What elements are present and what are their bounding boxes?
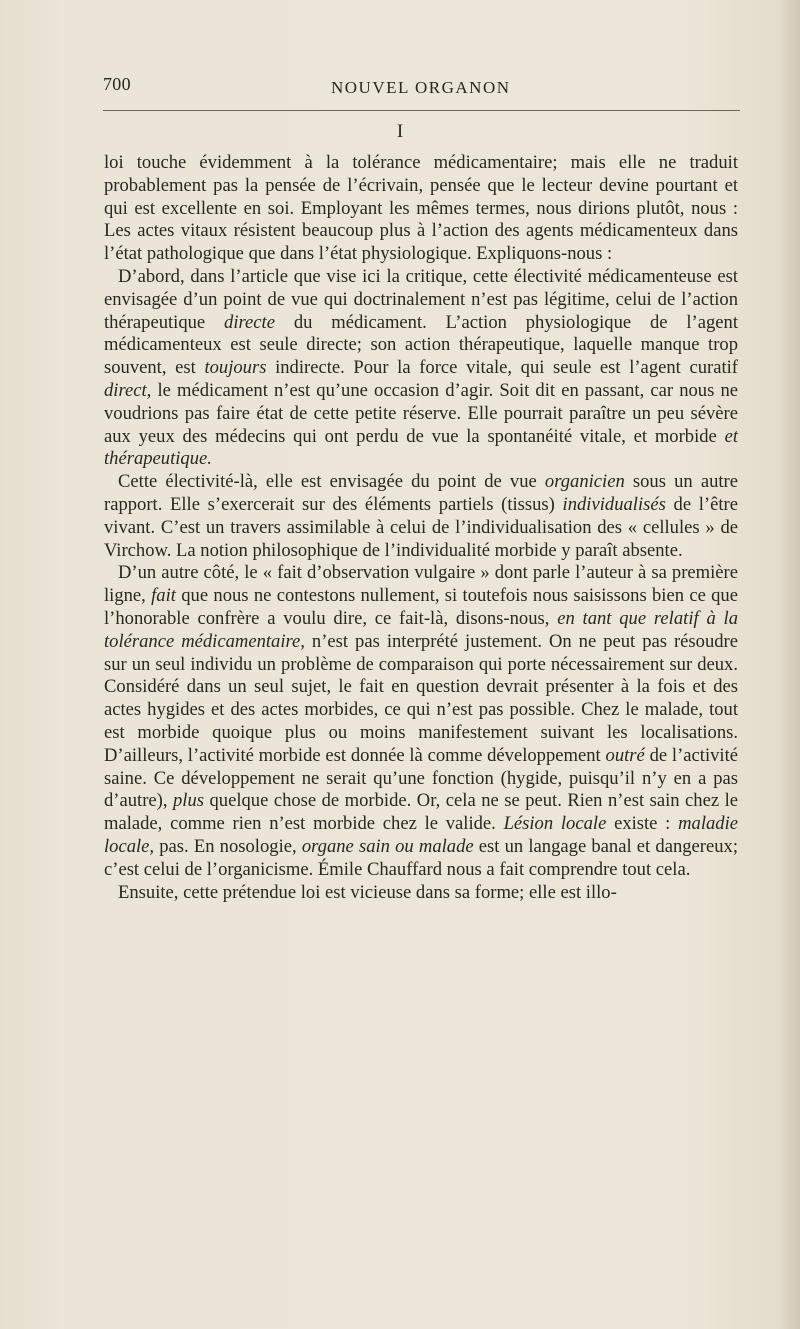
paragraph [104, 471, 738, 562]
body-text [104, 152, 738, 904]
text-run: de l’activité saine. Ce développement ne serait qu’une fonction (hygide, puisqu’il n’y en a pas d’autre), [104, 744, 738, 812]
text-run: loi touche évidemment à la tolérance médicamentaire; mais elle ne traduit probablement pas la pensée de l’écrivain, pensée que le lecteur devine pourtant et qui est excellente en soi. Employant les mêmes termes, nous dirions plutôt, nous : Les actes vitaux résistent beaucoup plus à l’action des agents médicamenteux dans l’état pathologique que dans l’état physiologique. Expliquons-nous : [104, 152, 738, 265]
paragraph [104, 152, 738, 266]
text-run: D’un autre côté, le « fait d’observation vulgaire » dont parle l’auteur à sa première ligne, [104, 562, 738, 607]
italic-run: fait [151, 585, 176, 607]
text-run: existe : [606, 813, 679, 835]
text-run: sous un autre rapport. Elle s’exercerait sur des éléments partiels (tissus) [104, 471, 738, 515]
italic-run: plus [172, 790, 204, 812]
text-run: Cette électivité-là, elle est envisagée du point de vue [118, 471, 545, 493]
paragraph [104, 562, 738, 881]
text-run: est un langage banal et dangereux; c’est celui de l’organicisme. Émile Chauffard nous a fait comprendre tout cela. [104, 835, 738, 880]
text-run: D’abord, dans l’article que vise ici la critique, cette électivité médicamenteuse est envisagée d’un point de vue qui doctrinalement n’est pas légitime, celui de l’action thérapeutique [104, 265, 738, 333]
text-run: le médicament n’est qu’une occasion d’agir. Soit dit en passant, car nous ne voudrions pas faire état de cette petite réserve. Elle pourrait paraître un peu sévère aux yeux des médecins qui ont perdu de vue la spontanéité vitale, et morbide [104, 379, 738, 447]
paragraph [104, 882, 738, 905]
italic-run: organe sain ou malade [301, 835, 474, 857]
text-run: de l’être vivant. C’est un travers assimilable à celui de l’individualisation des « cellules » de Virchow. La notion philosophique de l’individualité morbide y paraît absente. [104, 493, 738, 561]
italic-run: en tant que relatif à la tolérance médicamentaire, [104, 607, 738, 652]
text-run: indirecte. Pour la force vitale, qui seule est l’agent curatif [266, 357, 738, 379]
italic-run: direct, [104, 379, 152, 401]
text-run: que nous ne contestons nullement, si toutefois nous saisissons bien ce que l’honorable confrère a voulu dire, ce fait-là, disons-nous, [104, 585, 738, 629]
text-run: du médicament. L’action physiologique de l’agent médicamenteux est seule directe; son action thérapeutique, laquelle manque trop souvent, est [104, 311, 738, 379]
italic-run: organicien [544, 471, 625, 493]
italic-run: maladie locale, [104, 813, 738, 857]
italic-run: individualisés [562, 493, 666, 515]
section-numeral: I [396, 121, 404, 142]
text-run: n’est pas interprété justement. On ne peut pas résoudre sur un seul individu un problème de comparaison qui porte nécessairement sur deux. Considéré dans un seul sujet, le fait en question devrait présenter à la fois et des actes hygides et des actes morbides, ce qui n’est pas possible. Chez le malade, tout est morbide quoique plus ou moins manifestement suivant les localisations. D’ailleurs, l’activité morbide est donnée là comme développement [104, 630, 738, 766]
page-number: 700 [103, 74, 131, 94]
italic-run: Lésion locale [503, 813, 607, 835]
italic-run: outré [605, 744, 645, 766]
text-run: Ensuite, cette prétendue loi est vicieuse dans sa forme; elle est illo- [118, 881, 617, 903]
running-header [103, 74, 740, 104]
text-run: pas. En nosologie, [154, 835, 302, 857]
header-rule [103, 110, 740, 111]
italic-run: toujours [204, 357, 267, 379]
running-title: NOUVEL ORGANON [331, 78, 511, 97]
italic-run: directe [224, 311, 275, 333]
page-edge-shadow [778, 0, 800, 1329]
text-run: quelque chose de morbide. Or, cela ne se peut. Rien n’est sain chez le malade, comme rien n’est morbide chez le valide. [104, 790, 738, 835]
italic-run: et thérapeutique. [104, 425, 738, 470]
paragraph [104, 266, 738, 471]
